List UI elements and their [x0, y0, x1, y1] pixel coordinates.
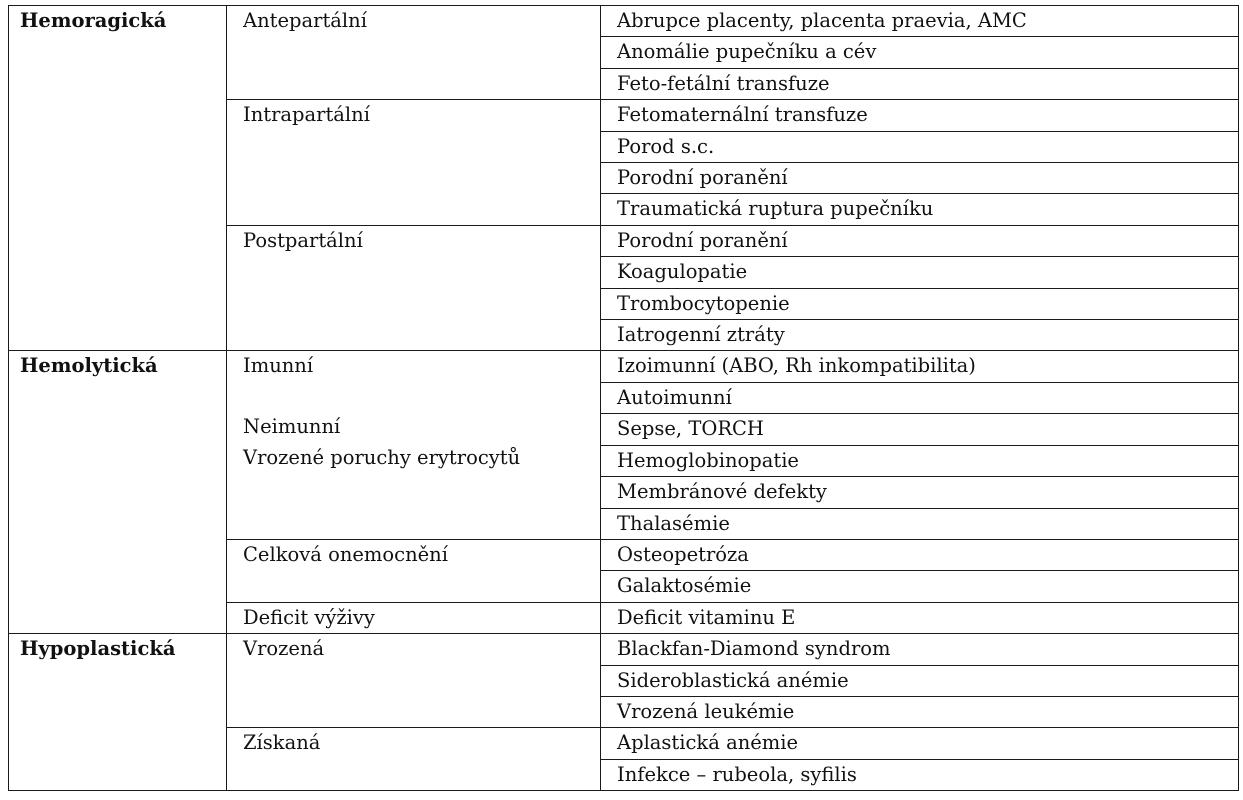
subcategory-cell: [227, 6, 601, 100]
cause-cell: Izoimunní (ABO, Rh inkompatibilita): [601, 351, 1239, 382]
cause-cell: Porodní poranění: [601, 163, 1239, 194]
cause-cell: Sepse, TORCH: [601, 414, 1239, 445]
subcategory-label: Neimunní: [243, 415, 341, 439]
cause-cell: Vrozená leukémie: [601, 696, 1239, 727]
subcategory-cell: [227, 634, 601, 728]
cause-cell: Sideroblastická anémie: [601, 665, 1239, 696]
table-row: [9, 6, 1239, 37]
subcategory-cell: [227, 539, 601, 602]
table-row: [9, 351, 1239, 382]
cause-cell: Abrupce placenty, placenta praevia, AMC: [601, 6, 1239, 37]
cause-cell: Membránové defekty: [601, 477, 1239, 508]
subcategory-cell: [227, 100, 601, 226]
subcategory-label: Antepartální: [243, 9, 367, 32]
subcategory-cell: [227, 602, 601, 633]
cause-cell: Fetomaternální transfuze: [601, 100, 1239, 131]
cause-cell: Koagulopatie: [601, 257, 1239, 288]
subcategory-label: Celková onemocnění: [243, 542, 448, 566]
anemia-causes-table-container: [8, 5, 1238, 791]
table-body: [9, 6, 1239, 791]
cause-cell: Trombocytopenie: [601, 288, 1239, 319]
category-cell: Hemolytická: [9, 351, 227, 634]
subcategory-label: Postpartální: [243, 228, 363, 252]
cause-cell: Anomálie pupečníku a cév: [601, 37, 1239, 68]
subcategory-label: Imunní: [243, 354, 314, 378]
subcategory-cell: [227, 728, 601, 791]
subcategory-label: Získaná: [243, 731, 321, 755]
subcategory-label: Deficit výživy: [243, 605, 375, 629]
cause-cell: Feto-fetální transfuze: [601, 68, 1239, 99]
cause-cell: Osteopetróza: [601, 539, 1239, 570]
cause-cell: Hemoglobinopatie: [601, 445, 1239, 476]
cause-cell: Blackfan-Diamond syndrom: [601, 634, 1239, 665]
subcategory-cell: [227, 351, 601, 539]
cause-cell: Aplastická anémie: [601, 728, 1239, 759]
cause-cell: Porod s.c.: [601, 131, 1239, 162]
category-cell: Hypoplastická: [9, 634, 227, 791]
subcategory-label: Vrozená: [243, 637, 325, 661]
cause-cell: Infekce – rubeola, syfilis: [601, 759, 1239, 790]
table-row: [9, 634, 1239, 665]
cause-cell: Iatrogenní ztráty: [601, 320, 1239, 351]
cause-cell: Deficit vitaminu E: [601, 602, 1239, 633]
subcategory-label: Vrozené poruchy erytrocytů: [243, 445, 521, 469]
cause-cell: Porodní poranění: [601, 225, 1239, 256]
cause-cell: Thalasémie: [601, 508, 1239, 539]
cause-cell: Galaktosémie: [601, 571, 1239, 602]
category-cell: Hemoragická: [9, 6, 227, 351]
subcategory-cell: [227, 225, 601, 351]
anemia-causes-table: [8, 5, 1239, 791]
subcategory-label: [243, 382, 600, 412]
cause-cell: Autoimunní: [601, 382, 1239, 413]
subcategory-label: Intrapartální: [243, 103, 370, 127]
cause-cell: Traumatická ruptura pupečníku: [601, 194, 1239, 225]
